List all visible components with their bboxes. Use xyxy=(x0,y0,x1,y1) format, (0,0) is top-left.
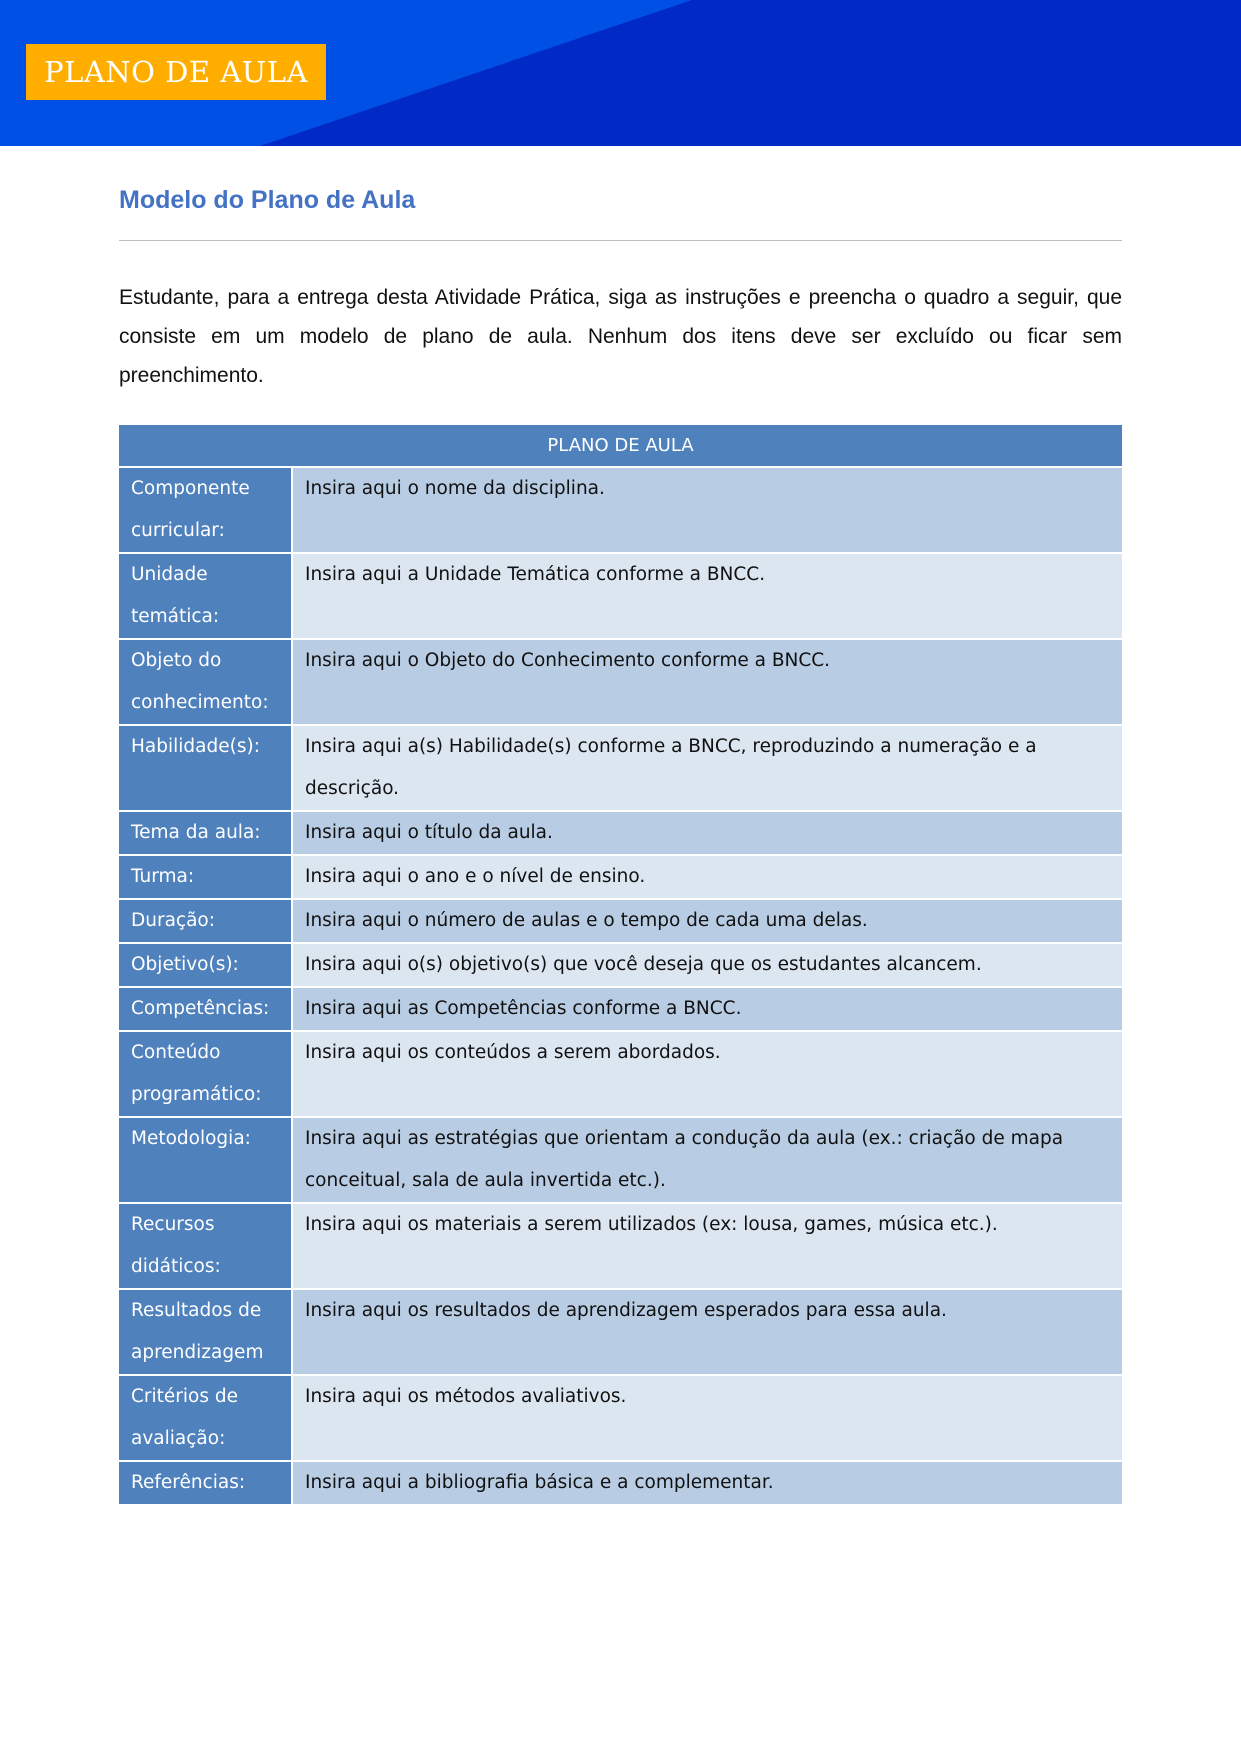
title-divider xyxy=(119,240,1122,241)
row-label: Conteúdo programático: xyxy=(119,1031,292,1117)
row-value-field[interactable]: Insira aqui as Competências conforme a BNCC. xyxy=(292,987,1122,1031)
row-label: Habilidade(s): xyxy=(119,725,292,811)
row-label: Tema da aula: xyxy=(119,811,292,855)
row-value-field[interactable]: Insira aqui o número de aulas e o tempo de cada uma delas. xyxy=(292,899,1122,943)
row-label: Duração: xyxy=(119,899,292,943)
row-label: Critérios de avaliação: xyxy=(119,1375,292,1461)
row-value-field[interactable]: Insira aqui os resultados de aprendizagem esperados para essa aula. xyxy=(292,1289,1122,1375)
row-label: Recursos didáticos: xyxy=(119,1203,292,1289)
row-label: Objetivo(s): xyxy=(119,943,292,987)
row-label: Unidade temática: xyxy=(119,553,292,639)
row-value-field[interactable]: Insira aqui o título da aula. xyxy=(292,811,1122,855)
row-value-field[interactable]: Insira aqui a(s) Habilidade(s) conforme a BNCC, reproduzindo a numeração e a descrição. xyxy=(292,725,1122,811)
row-label: Competências: xyxy=(119,987,292,1031)
row-label: Objeto do conhecimento: xyxy=(119,639,292,725)
row-label: Resultados de aprendizagem xyxy=(119,1289,292,1375)
table-header-row xyxy=(119,425,1122,467)
plano-de-aula-badge: PLANO DE AULA xyxy=(26,44,326,100)
row-value-field[interactable]: Insira aqui os métodos avaliativos. xyxy=(292,1375,1122,1461)
table-row xyxy=(119,899,1122,943)
lesson-plan-table xyxy=(119,425,1122,1506)
row-value-field[interactable]: Insira aqui o(s) objetivo(s) que você deseja que os estudantes alcancem. xyxy=(292,943,1122,987)
row-value-field[interactable]: Insira aqui a bibliografia básica e a complementar. xyxy=(292,1461,1122,1505)
header-banner xyxy=(0,0,1241,146)
page-title: Modelo do Plano de Aula xyxy=(119,186,416,214)
table-row xyxy=(119,553,1122,639)
table-row xyxy=(119,725,1122,811)
table-body xyxy=(119,467,1122,1505)
row-label: Metodologia: xyxy=(119,1117,292,1203)
table-row xyxy=(119,811,1122,855)
row-label: Componente curricular: xyxy=(119,467,292,553)
table-row xyxy=(119,1375,1122,1461)
row-label: Turma: xyxy=(119,855,292,899)
intro-paragraph: Estudante, para a entrega desta Atividade Prática, siga as instruções e preencha o quadro a seguir, que consiste em um modelo de plano de aula. Nenhum dos itens deve ser excluído ou ficar sem preenchimento. xyxy=(119,286,1122,387)
row-value-field[interactable]: Insira aqui os materiais a serem utilizados (ex: lousa, games, música etc.). xyxy=(292,1203,1122,1289)
table-row xyxy=(119,467,1122,553)
table-row xyxy=(119,1461,1122,1505)
table-row xyxy=(119,639,1122,725)
row-value-field[interactable]: Insira aqui as estratégias que orientam a condução da aula (ex.: criação de mapa conceitual, sala de aula invertida etc.). xyxy=(292,1117,1122,1203)
row-value-field[interactable]: Insira aqui a Unidade Temática conforme a BNCC. xyxy=(292,553,1122,639)
row-value-field[interactable]: Insira aqui o nome da disciplina. xyxy=(292,467,1122,553)
table-row xyxy=(119,943,1122,987)
row-label: Referências: xyxy=(119,1461,292,1505)
table-header: PLANO DE AULA xyxy=(119,425,1122,467)
table-row xyxy=(119,1031,1122,1117)
row-value-field[interactable]: Insira aqui os conteúdos a serem abordados. xyxy=(292,1031,1122,1117)
table-row xyxy=(119,855,1122,899)
table-row xyxy=(119,1203,1122,1289)
row-value-field[interactable]: Insira aqui o Objeto do Conhecimento conforme a BNCC. xyxy=(292,639,1122,725)
table-row xyxy=(119,1117,1122,1203)
table-row xyxy=(119,1289,1122,1375)
row-value-field[interactable]: Insira aqui o ano e o nível de ensino. xyxy=(292,855,1122,899)
table-row xyxy=(119,987,1122,1031)
